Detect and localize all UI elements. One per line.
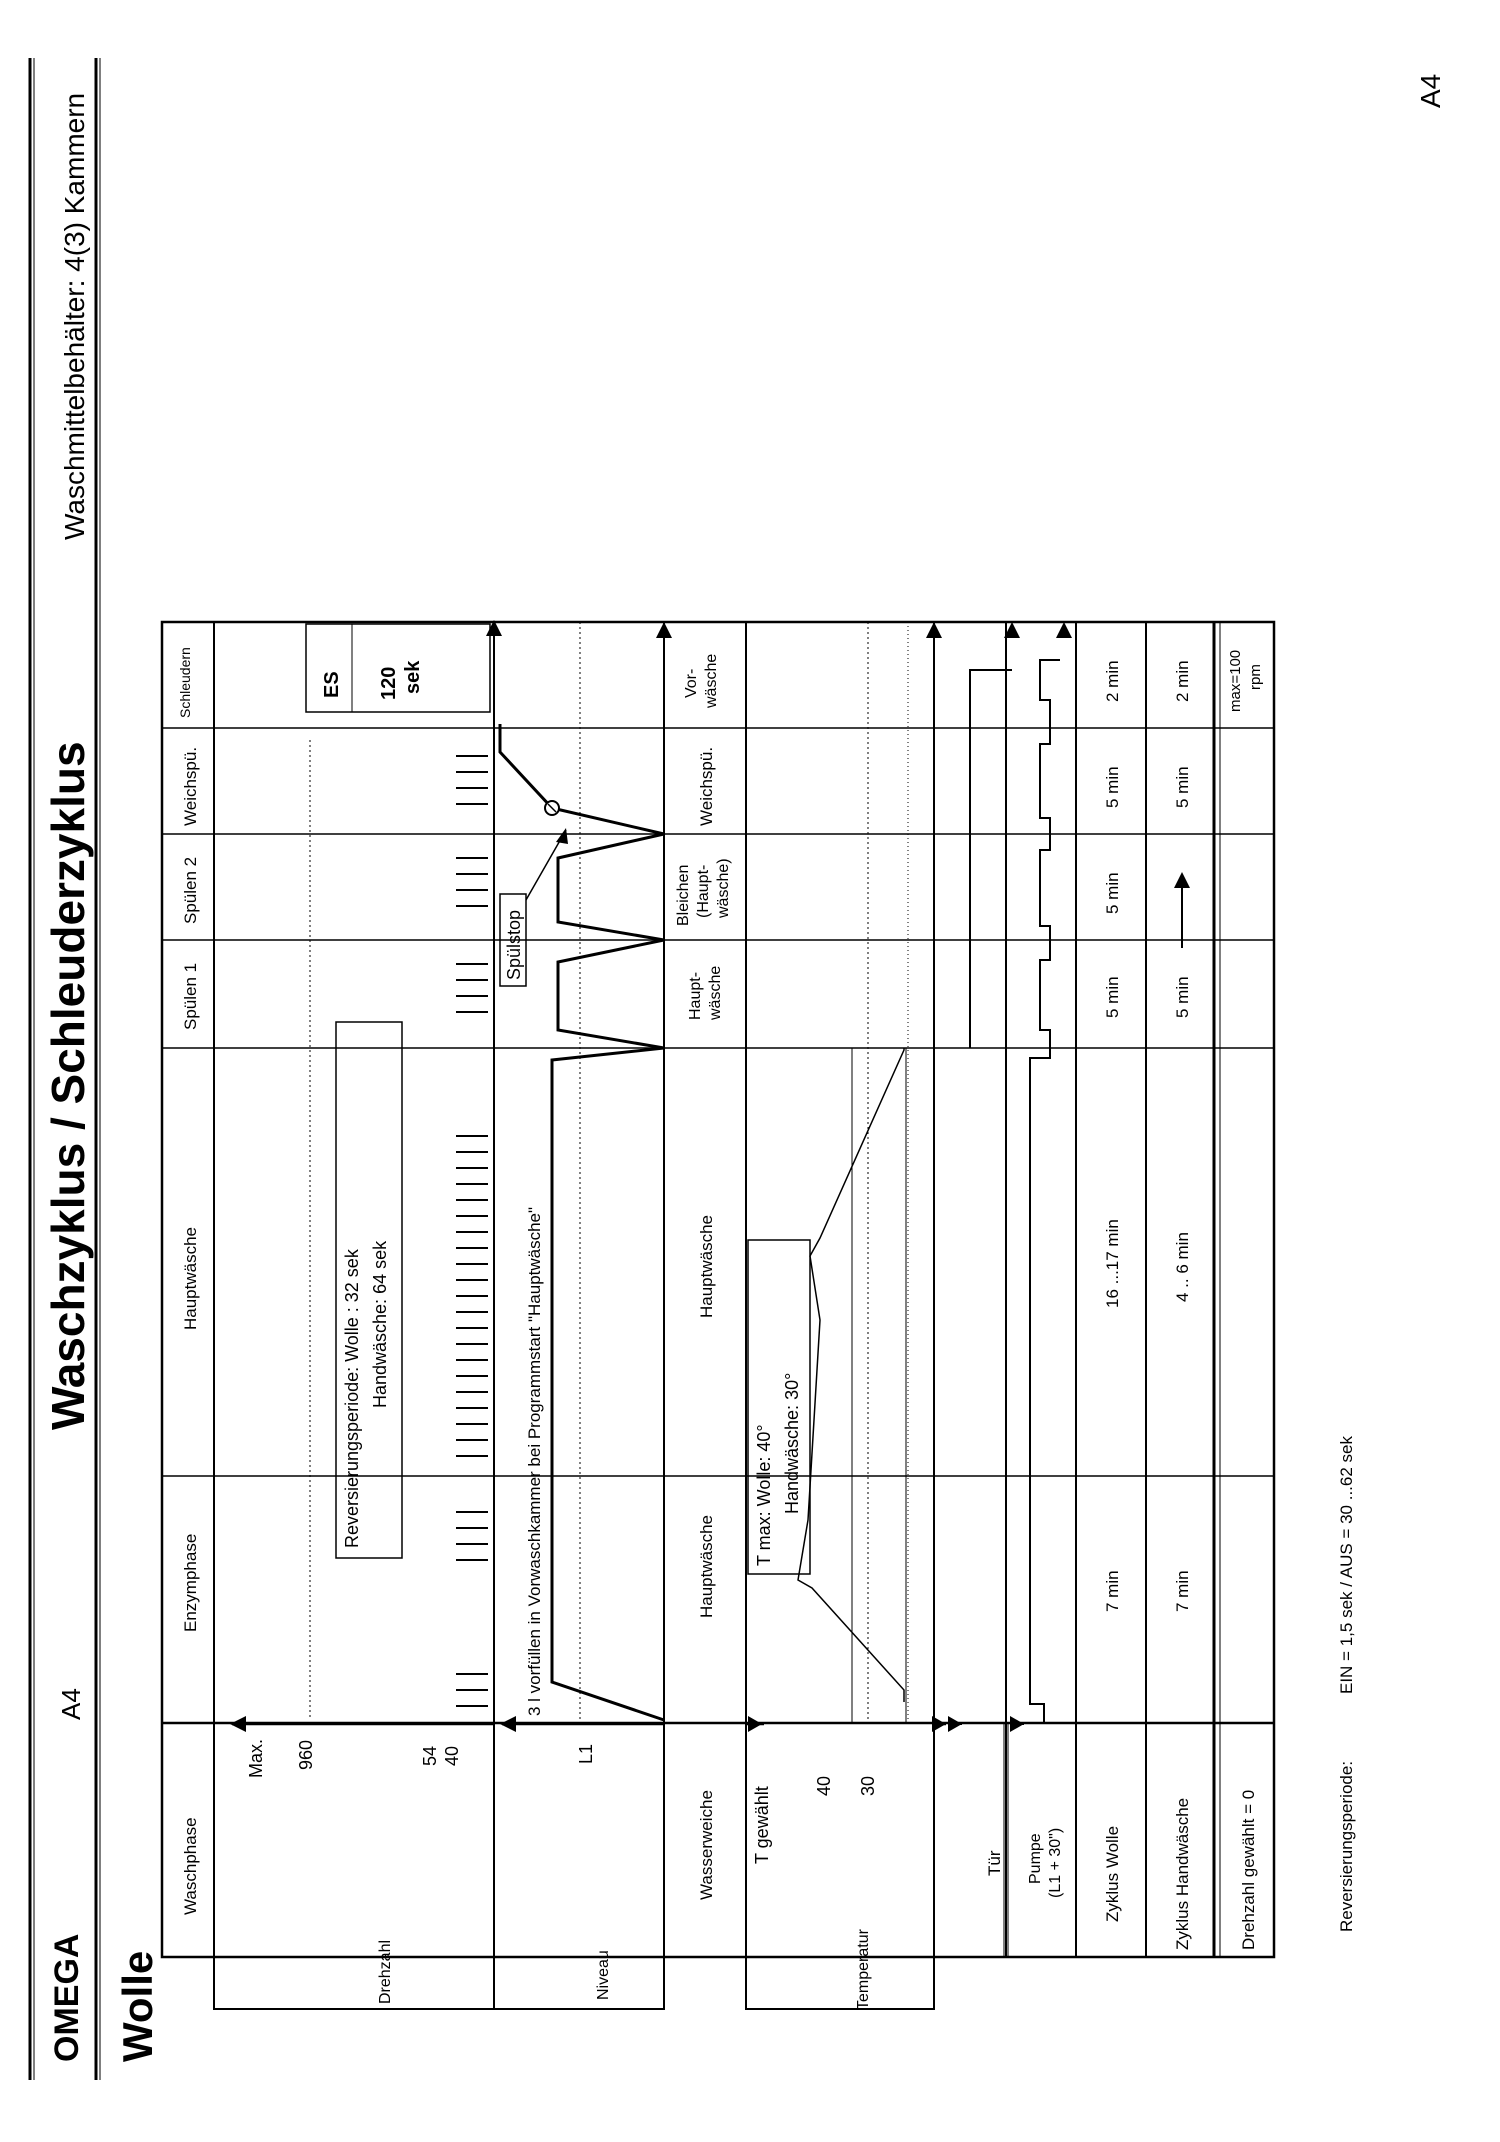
tmax-note: T max: Wolle: 40° Handwäsche: 30° <box>754 1372 802 1566</box>
water-cell-0: Wasserweiche <box>697 1790 716 1900</box>
row-label-temperatur: Temperatur <box>855 1929 872 2010</box>
prefill-note: 3 l vorfüllen in Vorwaschkammer bei Programmstart "Hauptwäsche" <box>525 1206 544 1716</box>
level-axis-arrow <box>500 1716 516 1732</box>
speed-selected-label: Drehzahl gewählt = 0 <box>1239 1789 1258 1950</box>
phase-header-3: Spülen 1 <box>181 962 200 1030</box>
brand-label: OMEGA <box>48 1933 86 2062</box>
cycle-wool-6: 2 min <box>1103 660 1122 702</box>
pump-arrow <box>1010 1716 1024 1732</box>
phase-header-2: Hauptwäsche <box>181 1226 200 1330</box>
water-cell-5: Weichspü. <box>697 746 716 826</box>
program-title: Wolle <box>114 1950 161 2062</box>
page-title: Waschzyklus / Schleuderzyklus <box>42 741 94 1430</box>
temp-tick-30: 30 <box>858 1775 878 1796</box>
speed-row <box>230 620 502 1778</box>
cycle-wool-1: 7 min <box>1103 1570 1122 1612</box>
door-arrow <box>948 1716 962 1732</box>
water-cell-6: Vor- wäsche <box>683 653 720 708</box>
detergent-label: Waschmittelbehälter: 4(3) Kammern <box>59 92 90 540</box>
reversal-ticks <box>456 756 488 1706</box>
pump-signal <box>1030 660 1060 1722</box>
phase-header-4: Spülen 2 <box>181 856 200 924</box>
cycle-hand-1: 7 min <box>1173 1570 1192 1612</box>
speed-tick-960: 960 <box>296 1739 316 1770</box>
cycle-hand-0: Zyklus Handwäsche <box>1173 1797 1192 1950</box>
speed-tick-max: Max. <box>246 1738 266 1778</box>
temp-curve <box>798 1048 904 1702</box>
temp-t-gewaehlt: T gewählt <box>752 1786 772 1864</box>
cycle-hand-arrow <box>1174 872 1190 888</box>
door-label: Tür <box>985 1850 1004 1876</box>
spuelstop-arrow <box>556 828 568 844</box>
cycle-hand-5: 5 min <box>1173 766 1192 808</box>
door-row <box>948 622 1020 1876</box>
speed-max-label: max=100 rpm <box>1227 649 1264 712</box>
phase-headers <box>177 647 200 1915</box>
temp-axis-arrow-2 <box>932 1716 946 1732</box>
speed-selected-row <box>1227 650 1264 1950</box>
row-label-boxes <box>214 1928 934 2010</box>
cycle-wool-4: 5 min <box>1103 872 1122 914</box>
level-tick-l1: L1 <box>576 1743 596 1764</box>
phase-header-0: Waschphase <box>181 1817 200 1915</box>
reversal-note-line2: Handwäsche: 64 sek <box>370 1240 390 1408</box>
cycle-hand-2: 4 .. 6 min <box>1173 1232 1192 1302</box>
footer-value: EIN = 1,5 sek / AUS = 30 ...62 sek <box>1337 1436 1356 1694</box>
page-code: A4 <box>1415 73 1446 108</box>
footer-label: Reversierungsperiode: <box>1337 1760 1356 1932</box>
cycle-wool-3: 5 min <box>1103 976 1122 1018</box>
code-label: A4 <box>56 1688 86 1720</box>
cycle-wool-2: 16 ...17 min <box>1103 1219 1122 1308</box>
pump-end-arrow <box>1056 622 1072 638</box>
water-cell-4: Bleichen (Haupt- wäsche) <box>675 858 732 926</box>
level-end-arrow <box>656 622 672 638</box>
pump-row <box>1010 622 1072 1898</box>
temperature-row <box>746 622 946 1864</box>
reversal-note-line1: Reversierungsperiode: Wolle : 32 sek <box>342 1249 362 1548</box>
temp-axis-arrow <box>748 1716 762 1732</box>
phase-header-1: Enzymphase <box>181 1533 200 1632</box>
phase-header-6: Schleudern <box>177 647 193 718</box>
row-label-drehzahl: Drehzahl <box>377 1939 394 2004</box>
speed-tick-40: 40 <box>442 1745 462 1766</box>
level-row <box>500 622 672 1764</box>
footer-note <box>1337 1436 1356 1932</box>
temp-end-arrow <box>926 622 942 638</box>
phase-header-5: Weichspü. <box>181 746 200 826</box>
cycle-hand-row <box>1173 660 1192 1950</box>
water-cell-1: Hauptwäsche <box>697 1514 716 1618</box>
speed-axis-arrow <box>230 1716 246 1732</box>
row-label-niveau: Niveau <box>595 1950 612 2000</box>
cycle-hand-6: 2 min <box>1173 660 1192 702</box>
cycle-wool-5: 5 min <box>1103 766 1122 808</box>
page-header <box>30 58 1446 2080</box>
reversal-note <box>342 1240 390 1548</box>
es-label: ES <box>321 671 343 698</box>
es-time: 120 sek <box>378 660 424 700</box>
water-row <box>675 654 732 1900</box>
water-cell-3: Haupt- wäsche <box>687 965 724 1020</box>
temp-tick-40: 40 <box>814 1775 834 1796</box>
water-cell-2: Hauptwäsche <box>697 1214 716 1318</box>
speed-tick-54: 54 <box>420 1745 440 1766</box>
cycle-hand-3: 5 min <box>1173 976 1192 1018</box>
pump-label: Pumpe (L1 + 30") <box>1027 1827 1064 1898</box>
spuelstop-label: Spülstop <box>504 909 524 980</box>
cycle-wool-0: Zyklus Wolle <box>1103 1825 1122 1922</box>
cycle-wool-row <box>1103 660 1122 1922</box>
